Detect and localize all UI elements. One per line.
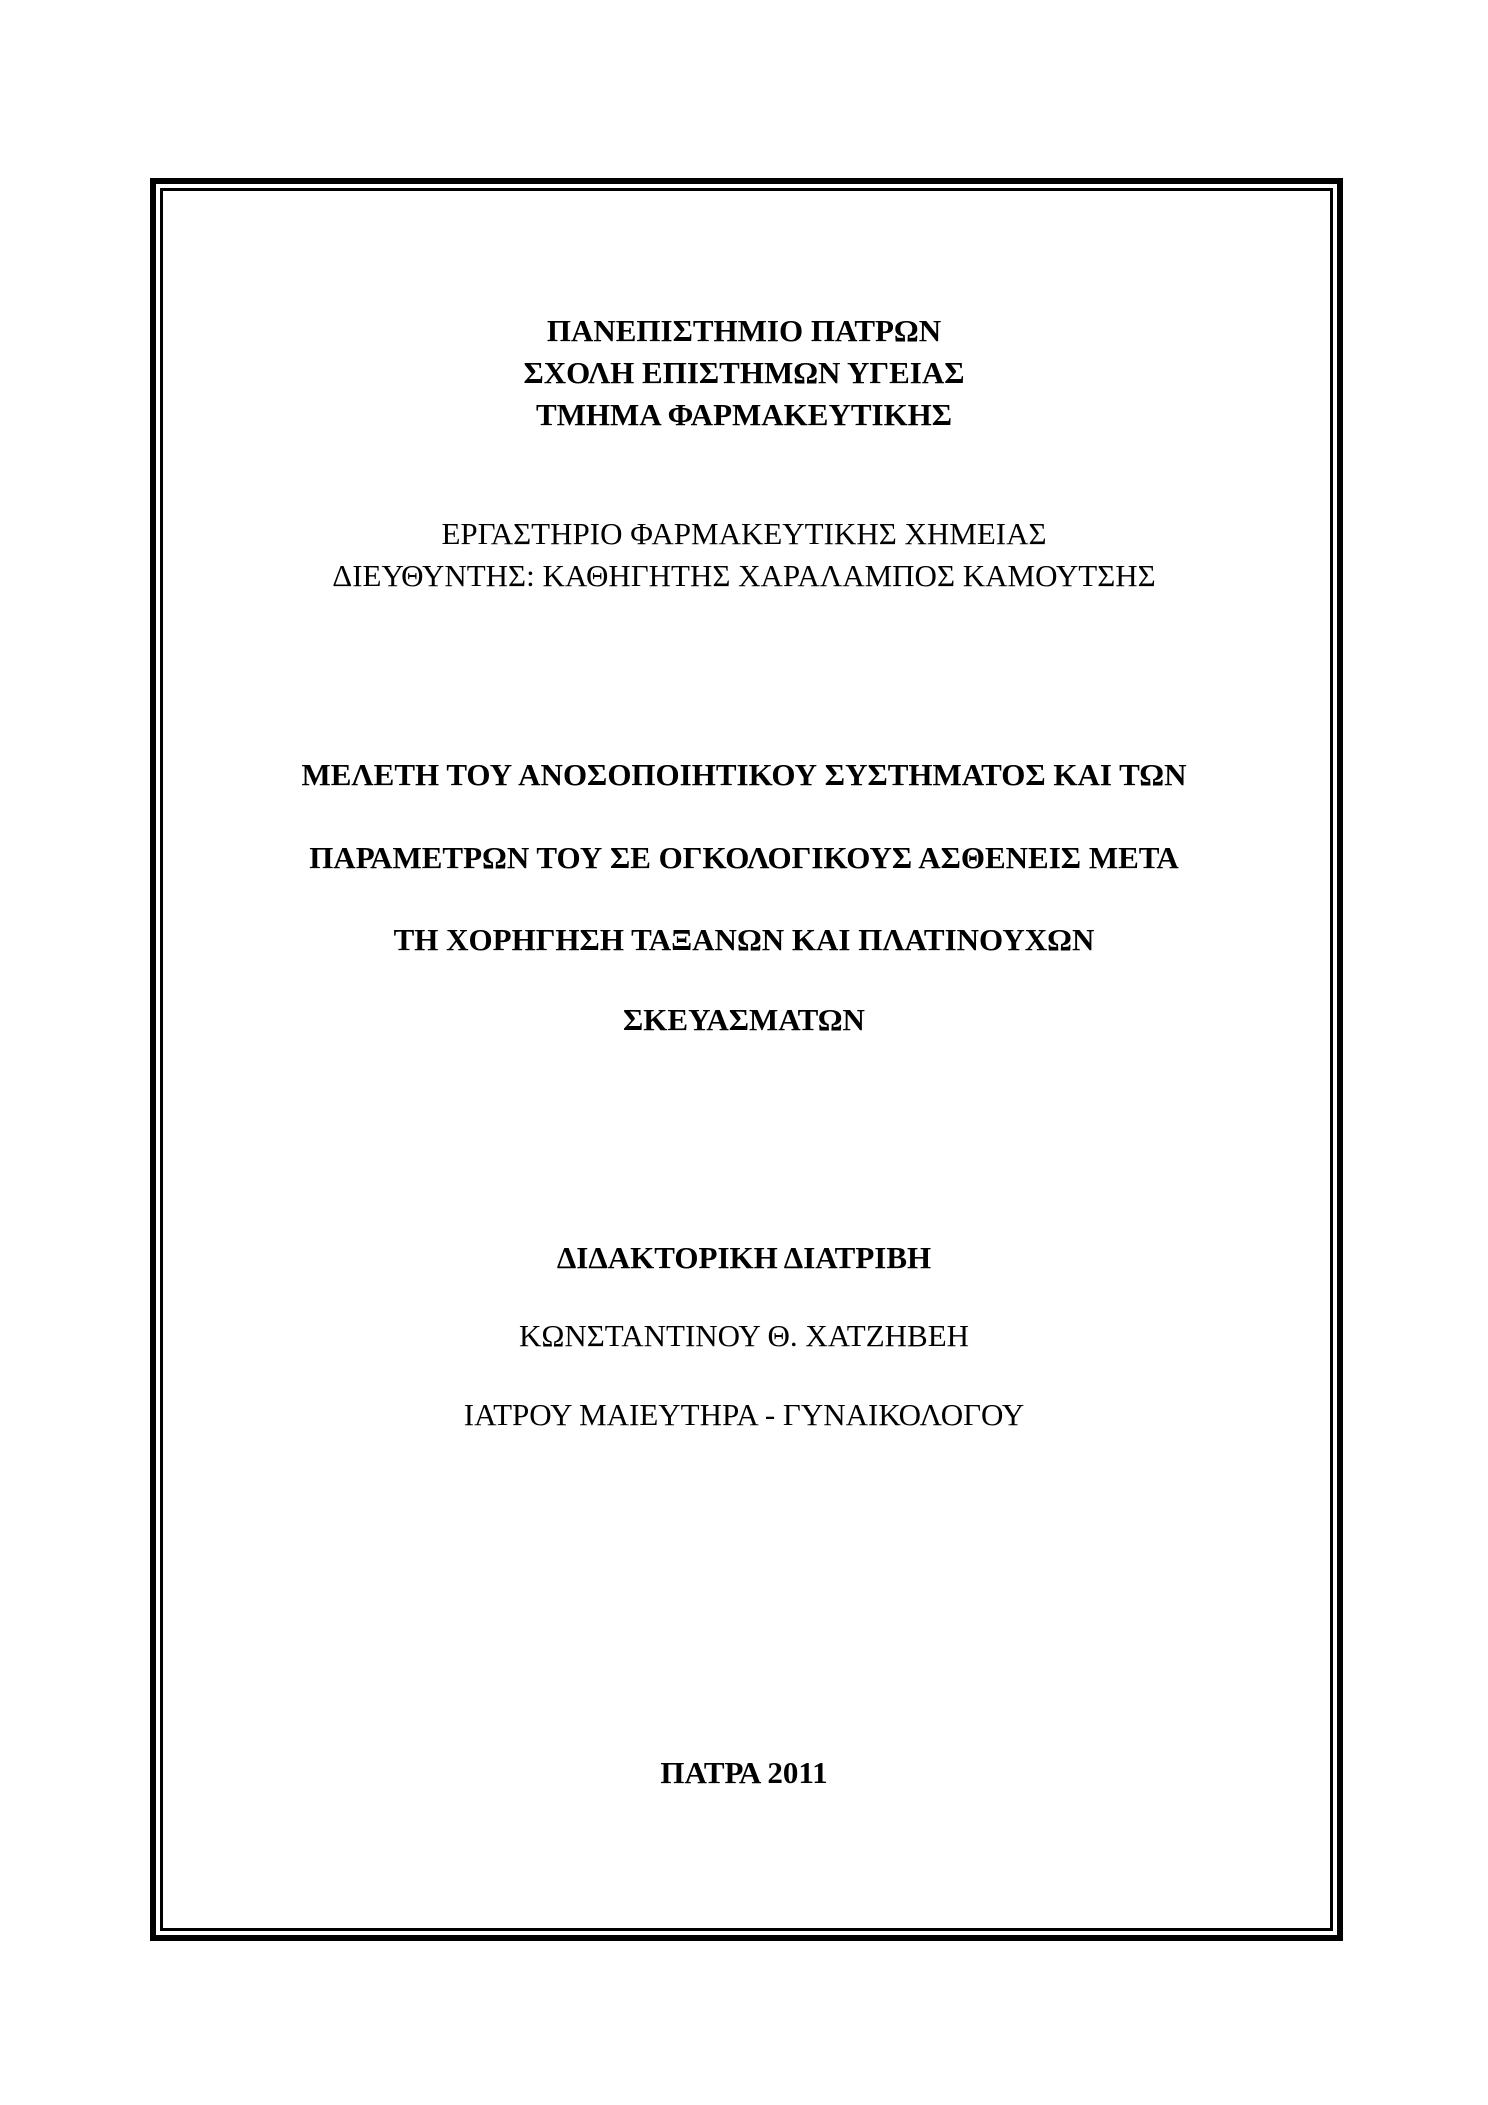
thesis-type: ΔΙΔΑΚΤΟΡΙΚΗ ΔΙΑΤΡΙΒΗ — [556, 1240, 932, 1275]
thesis-title-line-2: ΠΑΡΑΜΕΤΡΩΝ ΤΟΥ ΣΕ ΟΓΚΟΛΟΓΙΚΟΥΣ ΑΣΘΕΝΕΙΣ ΜΕΤΑ — [309, 840, 1179, 875]
school-name: ΣΧΟΛΗ ΕΠΙΣΤΗΜΩΝ ΥΓΕΙΑΣ — [523, 355, 965, 390]
department-name: ΤΜΗΜΑ ΦΑΡΜΑΚΕΥΤΙΚΗΣ — [535, 397, 953, 432]
place-year: ΠΑΤΡΑ 2011 — [660, 1755, 828, 1790]
lab-director: ΔΙΕΥΘΥΝΤΗΣ: ΚΑΘΗΓΗΤΗΣ ΧΑΡΑΛΑΜΠΟΣ ΚΑΜΟΥΤΣΗΣ — [332, 558, 1156, 593]
university-name: ΠΑΝΕΠΙΣΤΗΜΙΟ ΠΑΤΡΩΝ — [546, 313, 942, 348]
author-title: ΙΑΤΡΟΥ ΜΑΙΕΥΤΗΡΑ - ΓΥΝΑΙΚΟΛΟΓΟΥ — [463, 1397, 1025, 1432]
lab-name: ΕΡΓΑΣΤΗΡΙΟ ΦΑΡΜΑΚΕΥΤΙΚΗΣ ΧΗΜΕΙΑΣ — [441, 516, 1047, 551]
thesis-title-line-4: ΣΚΕΥΑΣΜΑΤΩΝ — [623, 1002, 865, 1037]
thesis-title-line-3: ΤΗ ΧΟΡΗΓΗΣΗ ΤΑΞΑΝΩΝ ΚΑΙ ΠΛΑΤΙΝΟΥΧΩΝ — [393, 922, 1095, 957]
author-name: ΚΩΝΣΤΑΝΤΙΝΟΥ Θ. ΧΑΤΖΗΒΕΗ — [518, 1318, 970, 1353]
thesis-title-line-1: ΜΕΛΕΤΗ ΤΟΥ ΑΝΟΣΟΠΟΙΗΤΙΚΟΥ ΣΥΣΤΗΜΑΤΟΣ ΚΑΙ ΤΩΝ — [301, 757, 1187, 792]
page-border-inner — [160, 188, 1333, 1931]
